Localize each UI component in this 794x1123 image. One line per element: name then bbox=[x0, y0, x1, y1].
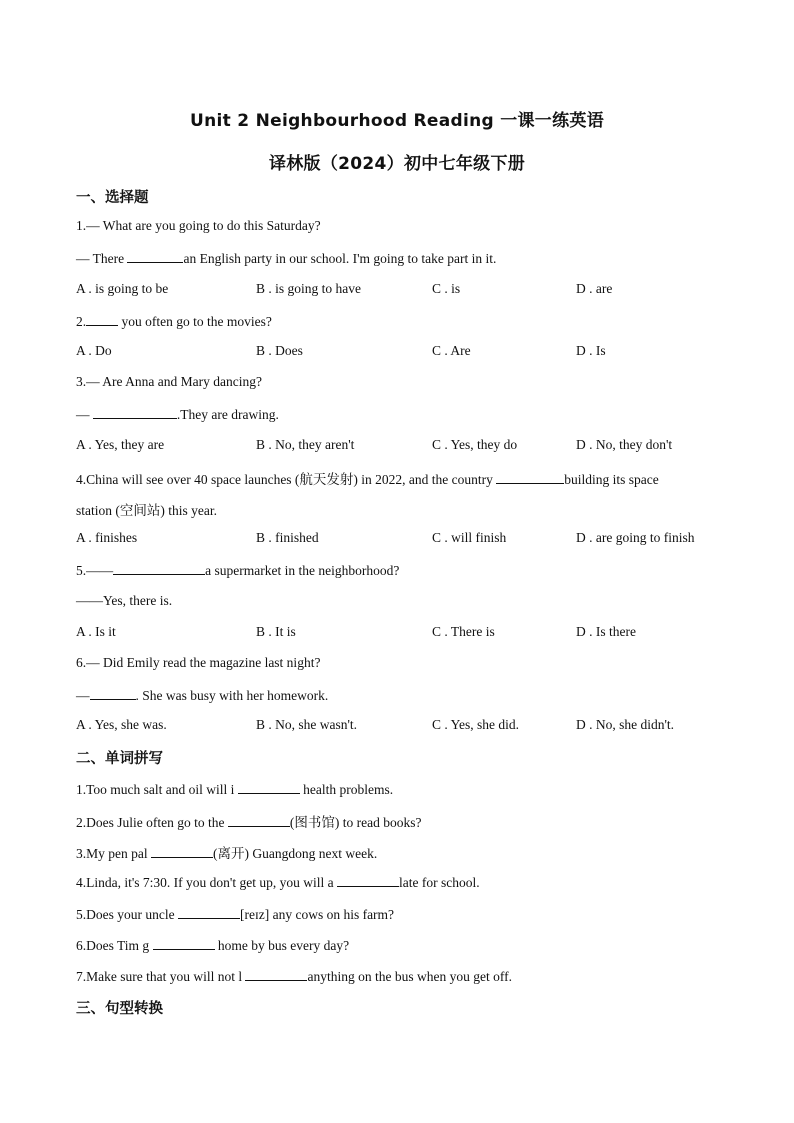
q4-option-b: B . finished bbox=[256, 530, 319, 545]
spelling-item-5 bbox=[76, 905, 394, 923]
s5-blank bbox=[178, 905, 240, 919]
spelling-item-3 bbox=[76, 842, 377, 862]
q1-option-a: A . is going to be bbox=[76, 281, 169, 296]
q6-option-a: A . Yes, she was. bbox=[76, 717, 167, 732]
q4-option-a: A . finishes bbox=[76, 530, 138, 545]
spelling-item-1 bbox=[76, 780, 393, 798]
q2-option-a: A . Do bbox=[76, 343, 112, 358]
q3-text-before: — bbox=[76, 407, 93, 422]
page-title: Unit 2 Neighbourhood Reading 一课一练英语 bbox=[189, 111, 605, 131]
q4-stem-continued: station (空间站) this year. bbox=[76, 503, 217, 518]
q1-option-b: B . is going to have bbox=[256, 281, 361, 296]
s1-blank bbox=[238, 780, 300, 794]
q6-option-d: D . No, she didn't. bbox=[576, 717, 675, 732]
q4-blank bbox=[496, 470, 564, 484]
q1-sentence bbox=[76, 249, 496, 267]
q4-text-before: 4.China will see over 40 space launches (航天发射) in 2022, and the country bbox=[76, 472, 497, 487]
q3-blank bbox=[93, 405, 177, 419]
q5-text-after: a supermarket in the neighborhood? bbox=[205, 563, 400, 578]
q3-stem: 3.— Are Anna and Mary dancing? bbox=[76, 374, 262, 389]
q1-text-after: an English party in our school. I'm going to take part in it. bbox=[183, 251, 497, 266]
s6-text-after: home by bus every day? bbox=[214, 938, 350, 953]
q3-option-a: A . Yes, they are bbox=[76, 437, 165, 452]
s2-blank bbox=[228, 813, 290, 827]
s3-text-after: (离开) Guangdong next week. bbox=[213, 846, 378, 861]
q2-text: you often go to the movies? bbox=[118, 314, 272, 329]
q2-option-d: D . Is bbox=[576, 343, 606, 358]
s2-text-before: 2.Does Julie often go to the bbox=[76, 815, 228, 830]
q6-option-b: B . No, she wasn't. bbox=[256, 717, 358, 732]
q3-option-d: D . No, they don't bbox=[576, 437, 673, 452]
spelling-item-6 bbox=[76, 936, 349, 954]
q4-option-d: D . are going to finish bbox=[576, 530, 695, 545]
spelling-item-2 bbox=[76, 811, 421, 831]
q6-text-before: — bbox=[76, 688, 90, 703]
s3-text-before: 3.My pen pal bbox=[76, 846, 151, 861]
q2-option-c: C . Are bbox=[432, 343, 471, 358]
s4-blank bbox=[337, 873, 399, 887]
q5-option-c: C . There is bbox=[432, 624, 495, 639]
q2-number: 2. bbox=[76, 314, 87, 329]
q4-stem bbox=[76, 468, 659, 488]
q1-stem: 1.— What are you going to do this Saturday? bbox=[76, 218, 321, 233]
q2-stem bbox=[76, 312, 272, 330]
page-subtitle: 译林版（2024）初中七年级下册 bbox=[268, 154, 526, 174]
s7-text-after: anything on the bus when you get off. bbox=[307, 969, 512, 984]
s6-blank bbox=[153, 936, 215, 950]
q3-sentence bbox=[76, 405, 279, 423]
q6-sentence bbox=[76, 686, 328, 704]
spelling-item-7 bbox=[76, 967, 512, 985]
s7-text-before: 7.Make sure that you will not l bbox=[76, 969, 246, 984]
s4-text-after: late for school. bbox=[398, 875, 480, 890]
s7-blank bbox=[245, 967, 307, 981]
q4-text-after: building its space bbox=[564, 472, 659, 487]
s4-text-before: 4.Linda, it's 7:30. If you don't get up, you will a bbox=[76, 875, 337, 890]
s6-text-before: 6.Does Tim g bbox=[76, 938, 153, 953]
q1-option-c: C . is bbox=[432, 281, 461, 296]
section-heading-transformation: 三、句型转换 bbox=[76, 1001, 163, 1017]
s5-text-before: 5.Does your uncle bbox=[76, 907, 178, 922]
q5-answer-line: ——Yes, there is. bbox=[76, 593, 173, 608]
s2-text-after: (图书馆) to read books? bbox=[289, 815, 422, 830]
q6-text-after: . She was busy with her homework. bbox=[135, 688, 329, 703]
q3-option-b: B . No, they aren't bbox=[256, 437, 355, 452]
section-heading-choice: 一、选择题 bbox=[76, 190, 149, 206]
q5-option-d: D . Is there bbox=[576, 624, 636, 639]
q2-blank bbox=[86, 312, 118, 326]
s1-text-after: health problems. bbox=[299, 782, 394, 797]
q4-option-c: C . will finish bbox=[432, 530, 507, 545]
q5-stem bbox=[76, 561, 399, 579]
q6-option-c: C . Yes, she did. bbox=[432, 717, 520, 732]
q5-blank bbox=[113, 561, 205, 575]
q1-blank bbox=[127, 249, 183, 263]
q1-text-before: — There bbox=[76, 251, 128, 266]
q5-text-before: 5.—— bbox=[76, 563, 114, 578]
section-heading-spelling: 二、单词拼写 bbox=[76, 751, 163, 767]
q3-text-after: .They are drawing. bbox=[176, 407, 279, 422]
q2-option-b: B . Does bbox=[256, 343, 303, 358]
s5-text-after: [reɪz] any cows on his farm? bbox=[239, 907, 395, 922]
q1-option-d: D . are bbox=[576, 281, 613, 296]
q6-stem: 6.— Did Emily read the magazine last night? bbox=[76, 655, 321, 670]
s1-text-before: 1.Too much salt and oil will i bbox=[76, 782, 238, 797]
spelling-item-4 bbox=[76, 873, 480, 891]
q5-option-b: B . It is bbox=[256, 624, 296, 639]
q3-option-c: C . Yes, they do bbox=[432, 437, 518, 452]
q6-blank bbox=[90, 686, 136, 700]
s3-blank bbox=[151, 844, 213, 858]
q5-option-a: A . Is it bbox=[76, 624, 116, 639]
